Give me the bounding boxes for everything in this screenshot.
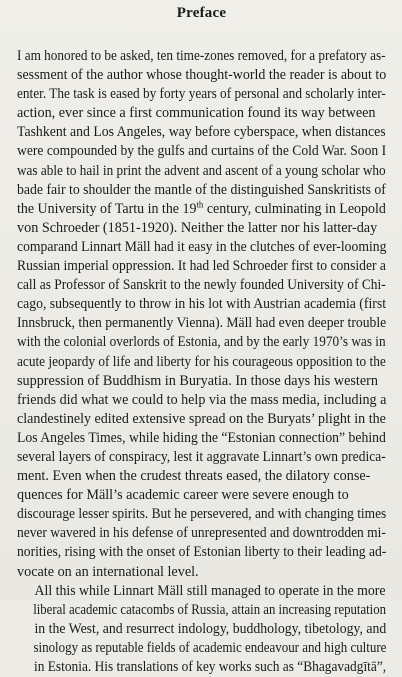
- text-line: bade fair to shoulder the mantle of the distinguished Sanskritists of: [17, 181, 386, 198]
- text-line: in Estonia. His translations of key works such as “Bhagavadgītā”,: [33, 659, 387, 675]
- text-line: clandestinely edited extensive spread on the Buryats’ plight in the: [17, 410, 386, 427]
- text-line: never wavered in his defense of unrepresented and downtrodden mi-: [17, 525, 386, 542]
- text-line: with the colonial overlords of Estonia, and by the early 1970’s was in: [17, 334, 386, 351]
- text-line: sinology as reputable fields of academic endeavour and high culture: [33, 639, 387, 656]
- text-line: friends did what we could to help via the mass media, including a: [17, 391, 387, 408]
- body-text: [17, 47, 386, 677]
- paragraph: [17, 582, 386, 677]
- text-line: Innsbruck, then permanently Vienna). Mäll had even deeper trouble: [17, 315, 387, 332]
- text-line: ment. Even when the crudest threats eased, the dilatory conse-: [17, 468, 371, 485]
- text-line: the University of Tartu in the 19th century, culminating in Leopold: [17, 199, 386, 217]
- text-line: cago, subsequently to throw in his lot with Austrian academia (first: [17, 296, 387, 313]
- text-line: Russian imperial oppression. It had led Schroeder first to consider a: [17, 258, 386, 275]
- text-line: vocate on an international level.: [17, 563, 199, 580]
- text-line: Tashkent and Los Angeles, way before cyberspace, when distances: [17, 124, 386, 141]
- text-line: acute jeopardy of life and liberty for his courageous opposition to the: [17, 353, 386, 370]
- text-line: in the West, and resurrect indology, buddhology, tibetology, and: [34, 620, 387, 637]
- text-line: action, ever since a first communication found its way between: [17, 105, 376, 122]
- text-line: All this while Linnart Mäll still managed to operate in the more: [34, 582, 386, 599]
- text-line: sessment of the author whose thought-world the reader is about to: [17, 67, 387, 84]
- text-line: was able to hail in print the advent and ascent of a young scholar who: [17, 162, 386, 179]
- page-title: Preface: [176, 5, 227, 21]
- text-line: discourage lesser spirits. But he persevered, and with changing times: [17, 506, 387, 523]
- text-line: were compounded by the gulfs and curtains of the Cold War. Soon I: [17, 143, 387, 160]
- paragraph: [17, 47, 386, 582]
- text-line: I am honored to be asked, ten time-zones removed, for a prefatory as-: [17, 48, 386, 64]
- text-line: comparand Linnart Mäll had it easy in the clutches of ever-looming: [17, 238, 387, 255]
- text-line: several layers of conspiracy, lest it aggravate Linnart’s own predica-: [17, 448, 386, 465]
- text-line: liberal academic catacombs of Russia, attain an increasing reputation: [33, 601, 386, 618]
- text-line: quences for Mäll’s academic career were severe enough to: [17, 487, 349, 504]
- text-line: Los Angeles Times, while hiding the “Estonian connection” behind: [17, 429, 386, 446]
- text-line: norities, rising with the onset of Estonian liberty to their leading ad-: [17, 544, 387, 561]
- text-line: von Schroeder (1851-1920). Neither the latter nor his latter-day: [17, 219, 378, 236]
- text-line: call as Professor of Sanskrit to the newly founded University of Chi-: [17, 277, 386, 294]
- text-line: suppression of Buddhism in Buryatia. In those days his western: [17, 372, 378, 389]
- text-line: enter. The task is eased by forty years of personal and scholarly inter-: [17, 86, 386, 103]
